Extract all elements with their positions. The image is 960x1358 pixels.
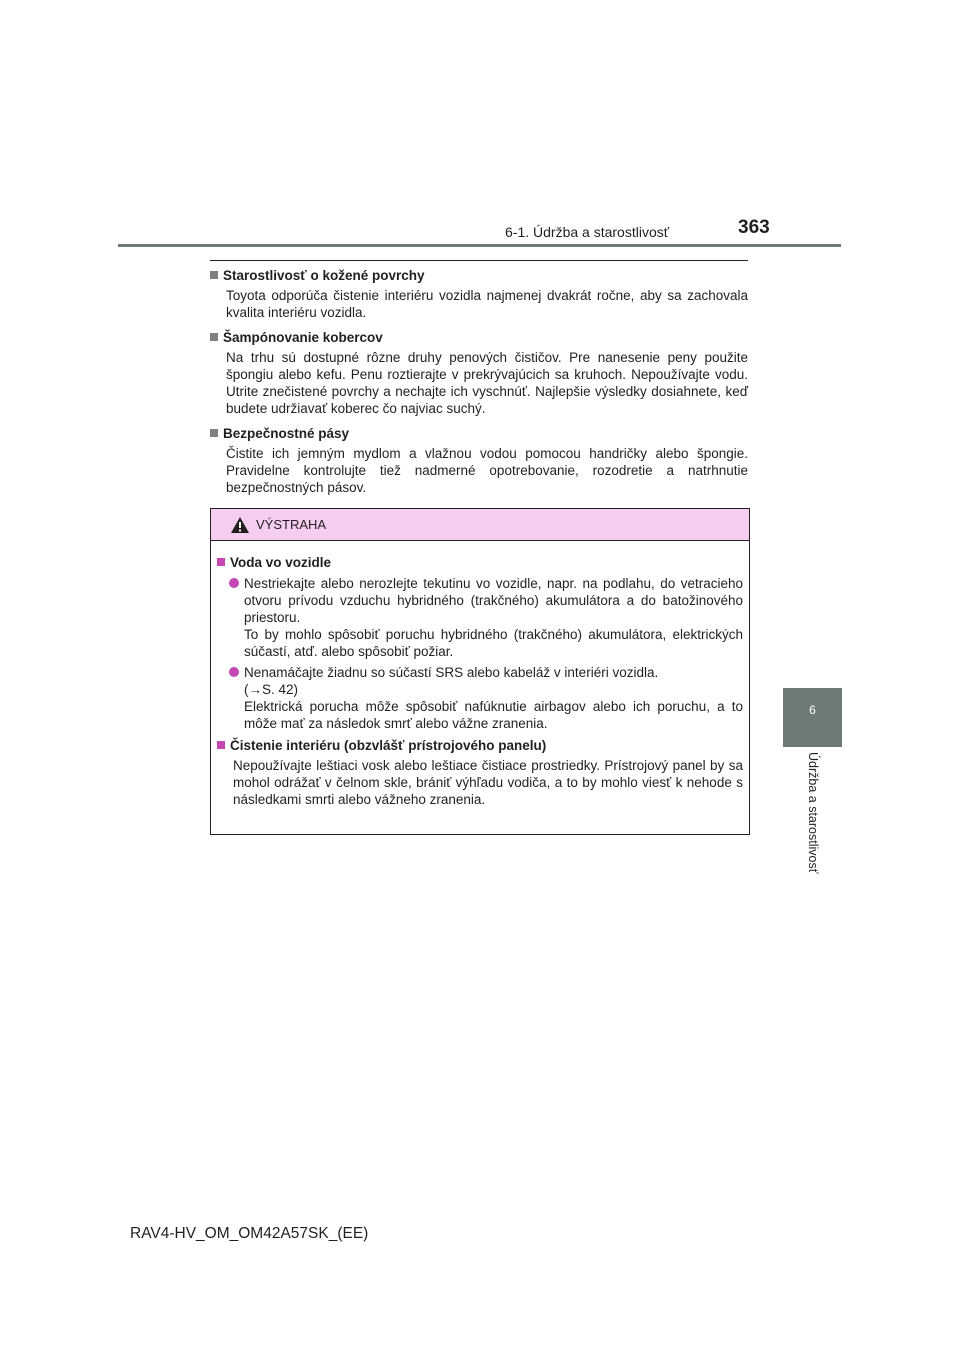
chapter-number: 6 bbox=[809, 703, 816, 717]
section-leather-care bbox=[210, 266, 748, 321]
warning-box bbox=[210, 508, 750, 835]
warning-bullet bbox=[229, 575, 743, 660]
bullet-line: Elektrická porucha môže spôsobiť nafúknutie airbagov alebo ich poruchu, a to môže mať za následok smrť alebo vážne zranenia. bbox=[244, 699, 743, 731]
section-seat-belts bbox=[210, 424, 748, 496]
square-bullet-icon bbox=[217, 741, 225, 749]
warning-header bbox=[211, 509, 749, 541]
header-rule bbox=[118, 244, 841, 247]
section-title: Bezpečnostné pásy bbox=[223, 426, 350, 441]
section-title: Starostlivosť o kožené povrchy bbox=[223, 268, 425, 283]
warning-section-water bbox=[217, 554, 743, 732]
warning-body bbox=[211, 541, 749, 808]
page-reference-link[interactable]: (→S. 42) bbox=[244, 682, 299, 697]
square-bullet-icon bbox=[217, 558, 225, 566]
round-bullet-icon bbox=[229, 667, 239, 677]
warning-triangle-icon bbox=[230, 516, 250, 534]
chapter-tab[interactable] bbox=[783, 688, 842, 747]
warning-title: VÝSTRAHA bbox=[256, 517, 327, 532]
page-number: 363 bbox=[738, 217, 770, 238]
section-body: Toyota odporúča čistenie interiéru vozidla najmenej dvakrát ročne, aby sa zachovala kvalita interiéru vozidla. bbox=[226, 288, 748, 320]
bullet-line: Nenamáčajte žiadnu so súčastí SRS alebo kabeláž v interiéri vozidla. bbox=[244, 665, 659, 680]
header-section-title: 6-1. Údržba a starostlivosť bbox=[505, 224, 669, 240]
document-code: RAV4-HV_OM_OM42A57SK_(EE) bbox=[130, 1225, 369, 1242]
square-bullet-icon bbox=[210, 333, 218, 341]
section-body: Čistite ich jemným mydlom a vlažnou vodou pomocou handričky alebo špongie. Pravidelne kontrolujte tiež nadmerné opotrebovanie, rozodretie a natrhnutie bezpečnostných pásov. bbox=[226, 446, 748, 495]
warning-section-title: Čistenie interiéru (obzvlášť prístrojového panelu) bbox=[230, 738, 547, 753]
warning-section-interior-cleaning bbox=[217, 737, 743, 808]
warning-section-title: Voda vo vozidle bbox=[230, 555, 332, 570]
main-content bbox=[210, 266, 748, 503]
content-top-rule bbox=[210, 260, 748, 261]
section-title: Šampónovanie kobercov bbox=[223, 330, 383, 345]
section-carpet-shampoo bbox=[210, 328, 748, 417]
square-bullet-icon bbox=[210, 429, 218, 437]
round-bullet-icon bbox=[229, 578, 239, 588]
square-bullet-icon bbox=[210, 271, 218, 279]
warning-bullet bbox=[229, 664, 743, 732]
warning-section-body: Nepoužívajte leštiaci vosk alebo leštiace čistiace prostriedky. Prístrojový panel by sa mohol odrážať v čelnom skle, brániť výhľadu vodiča, a to by mohlo viesť k nehode s následkami smrti alebo vážneho zranenia. bbox=[233, 758, 743, 807]
section-body: Na trhu sú dostupné rôzne druhy penových čističov. Pre nanesenie peny použite špongiu alebo kefu. Penu roztierajte v prekrývajúcich sa kruhoch. Nepoužívajte vodu. Utrite znečistené povrchy a nechajte ich vyschnúť. Najlepšie výsledky dosiahnete, keď budete udržiavať koberec čo najviac suchý. bbox=[226, 350, 748, 416]
chapter-label: Údržba a starostlivosť bbox=[806, 752, 820, 874]
bullet-line: Nestriekajte alebo nerozlejte tekutinu vo vozidle, napr. na podlahu, do vetracieho otvoru prívodu vzduchu hybridného (trakčného) akumulátora a do batožinového priestoru. bbox=[244, 576, 743, 625]
bullet-line: To by mohlo spôsobiť poruchu hybridného (trakčného) akumulátora, elektrických súčastí, atď. alebo spôsobiť požiar. bbox=[244, 627, 743, 659]
